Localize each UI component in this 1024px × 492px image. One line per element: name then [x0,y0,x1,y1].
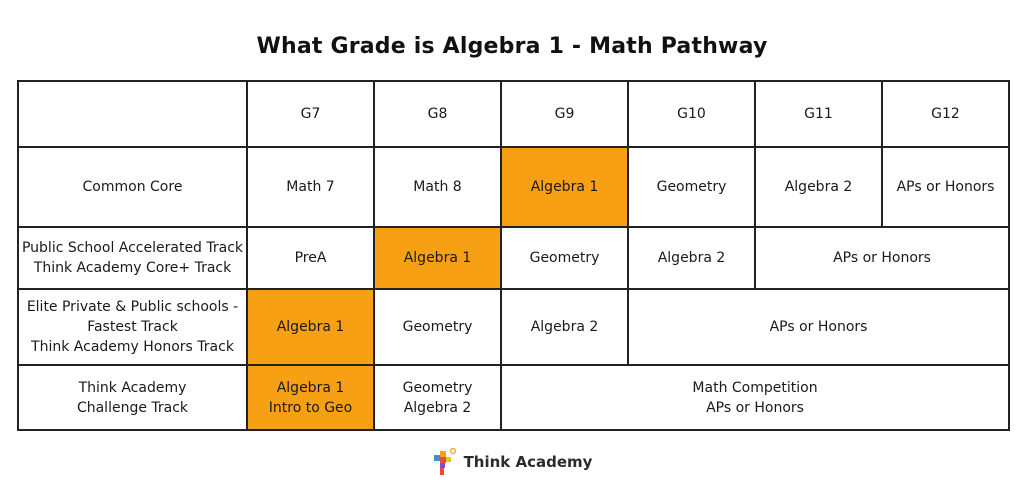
track-label-line: Common Core [82,179,183,195]
course-text: APs or Honors [769,319,868,335]
grade-header-g7: G7 [247,81,374,147]
course-cell-advanced [628,289,1009,365]
track-label [18,227,247,289]
course-text: PreA [294,250,327,266]
course-text: Algebra 2 [530,319,599,335]
course-cell [247,227,374,289]
course-text: Math Competition [692,379,818,396]
track-label [18,289,247,365]
track-label [18,365,247,430]
course-text: Math 8 [413,179,462,195]
course-text: Math 7 [286,179,335,195]
course-cell [374,365,501,430]
brand-logo [432,447,593,477]
course-text: APs or Honors [896,179,995,195]
course-text: Geometry [402,319,473,335]
course-text: APs or Honors [706,399,804,416]
course-text: Algebra 2 [403,399,472,416]
track-label-line: Think Academy Honors Track [31,339,234,355]
grade-header-g12: G12 [882,81,1009,147]
track-label-line: Fastest Track [87,319,178,335]
course-cell-highlighted [247,365,374,430]
course-cell-advanced [501,365,1009,430]
brand-name: Think Academy [463,453,593,471]
course-text: Algebra 1 [276,379,345,396]
track-row-accelerated [18,227,1009,289]
course-cell [755,147,882,227]
track-label-line: Challenge Track [76,399,189,416]
track-label-line: Public School Accelerated Track [21,240,244,256]
course-cell [374,147,501,227]
course-text: APs or Honors [833,250,931,266]
track-row-fastest [18,289,1009,365]
course-text: Algebra 2 [657,250,726,266]
track-label-line: Think Academy [78,379,187,396]
track-label-line: Think Academy Core+ Track [33,260,232,276]
course-cell [501,227,628,289]
track-label-line: Elite Private & Public schools - [26,299,239,315]
think-academy-logo-icon [432,447,458,477]
course-text: Geometry [529,250,600,266]
course-cell [628,147,755,227]
course-cell-highlighted [247,289,374,365]
pathway-table [17,80,1010,431]
track-label [18,147,247,227]
course-cell [247,147,374,227]
course-cell [374,289,501,365]
course-text: Geometry [402,379,473,396]
course-text: Algebra 2 [784,179,853,195]
footer [0,446,1024,478]
track-row-challenge [18,365,1009,430]
header-corner-cell [18,81,247,147]
course-text: Algebra 1 [530,179,599,195]
course-cell-advanced [882,147,1009,227]
course-cell [628,227,755,289]
course-text: Geometry [656,179,727,195]
course-cell-advanced [755,227,1009,289]
grade-header-g8: G8 [374,81,501,147]
course-text: Intro to Geo [268,399,353,416]
course-cell-highlighted [374,227,501,289]
grade-header-row [18,81,1009,147]
track-row-common-core [18,147,1009,227]
grade-header-g11: G11 [755,81,882,147]
grade-header-g9: G9 [501,81,628,147]
course-cell [501,289,628,365]
course-cell-highlighted [501,147,628,227]
course-text: Algebra 1 [403,250,472,266]
grade-header-g10: G10 [628,81,755,147]
page-title: What Grade is Algebra 1 - Math Pathway [256,34,768,59]
course-text: Algebra 1 [276,319,345,335]
